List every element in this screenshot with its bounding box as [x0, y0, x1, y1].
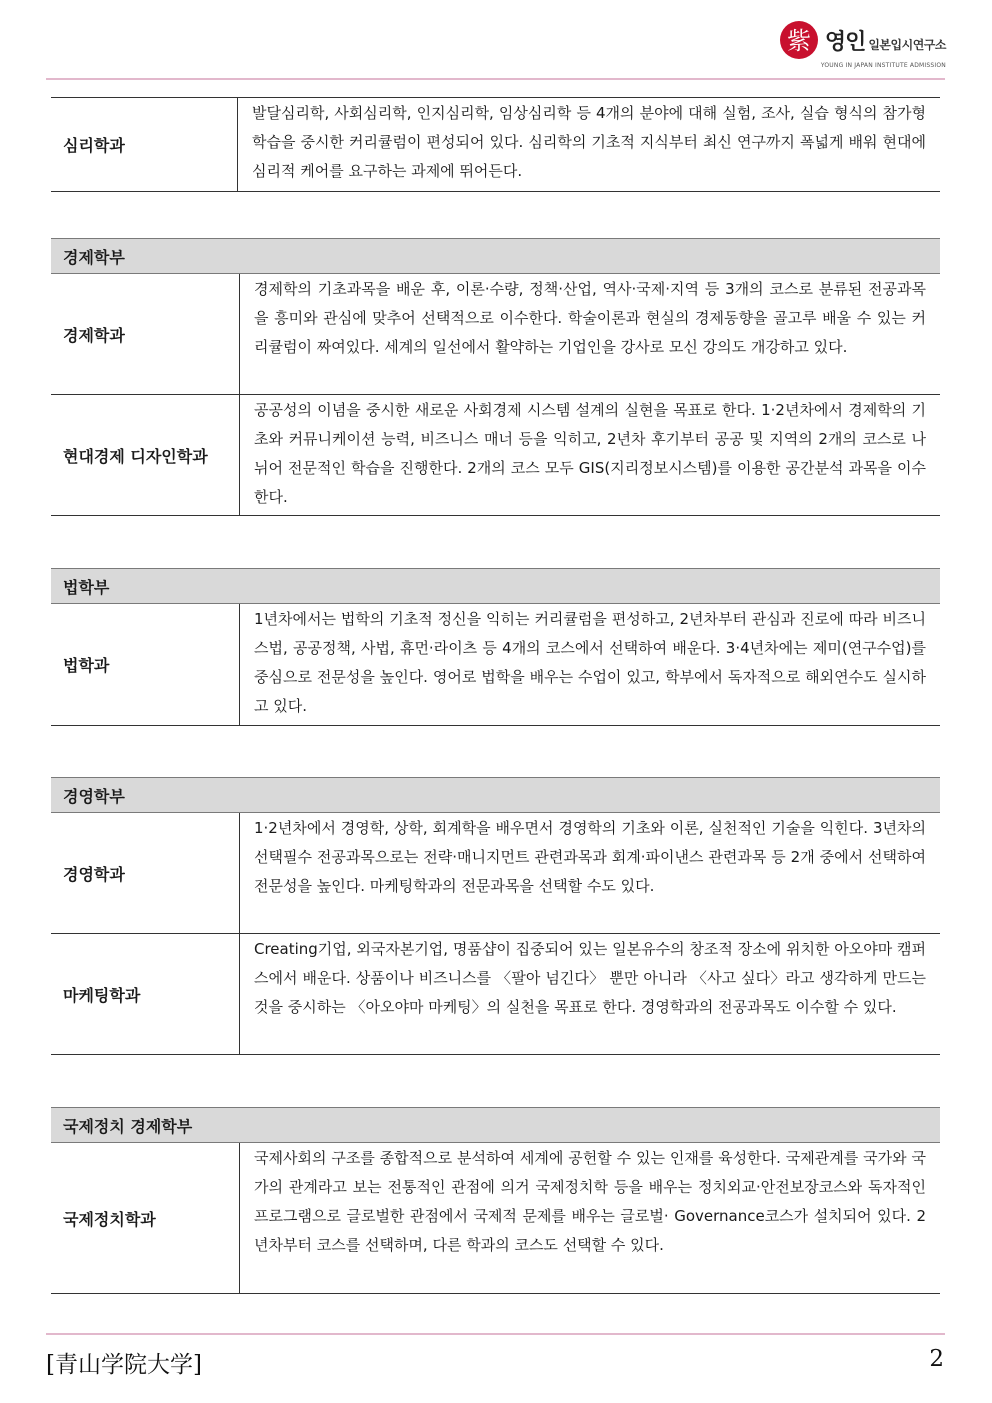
- faculty-header: 경영학부: [51, 777, 940, 813]
- table-row: [51, 395, 940, 516]
- department-name: 법학과: [51, 604, 240, 725]
- table-row: [51, 813, 940, 934]
- department-name: 경제학과: [51, 274, 240, 394]
- department-description: 경제학의 기초과목을 배운 후, 이론·수량, 정책·산업, 역사·국제·지역 등 3개의 코스로 분류된 전공과목을 흥미와 관심에 맞추어 선택적으로 이수한다. 학술이론과 현실의 경제동향을 골고루 배울 수 있는 커리큘럼이 짜여있다. 세계의 일선에서 활약하는 기업인을 강사로 모신 강의도 개강하고 있다.: [254, 280, 926, 356]
- section-psychology: [51, 97, 940, 192]
- table-row: [51, 97, 940, 192]
- faculty-header: 법학부: [51, 568, 940, 604]
- page-number: 2: [929, 1346, 944, 1372]
- department-name: 경영학과: [51, 813, 240, 933]
- table-row: [51, 934, 940, 1055]
- svg-text:紫: 紫: [786, 27, 811, 55]
- table-row: [51, 1143, 940, 1294]
- department-description: 발달심리학, 사회심리학, 인지심리학, 임상심리학 등 4개의 분야에 대해 실험, 조사, 실습 형식의 참가형 학습을 중시한 커리큘럼이 편성되어 있다. 심리학의 기초적 지식부터 최신 연구까지 폭넓게 배워 현대에 심리적 케어를 요구하는 과제에 뛰어든다.: [252, 104, 926, 180]
- logo-emblem-icon: [777, 19, 819, 61]
- department-description: 국제사회의 구조를 종합적으로 분석하여 세계에 공헌할 수 있는 인재를 육성한다. 국제관계를 국가와 국가의 관계라고 보는 전통적인 관점에 의거 국제정치학 등을 배우는 정치외교·안전보장코스와 독자적인 프로그램으로 글로벌한 관점에서 국제적 문제를 배우는 글로벌· Governance코스가 설치되어 있다. 2년차부터 코스를 선택하며, 다른 학과의 코스도 선택할 수 있다.: [254, 1149, 926, 1254]
- section-law: [51, 568, 940, 726]
- department-description: 공공성의 이념을 중시한 새로운 사회경제 시스템 설계의 실현을 목표로 한다. 1·2년차에서 경제학의 기초와 커뮤니케이션 능력, 비즈니스 매너 등을 익히고, 2년차 후기부터 공공 및 지역의 2개의 코스로 나뉘어 전문적인 학습을 진행한다. 2개의 코스 모두 GIS(지리정보시스템)를 이용한 공간분석 과목을 이수한다.: [254, 401, 926, 506]
- bottom-divider: [46, 1333, 945, 1335]
- department-name: 국제정치학과: [51, 1143, 240, 1293]
- logo-main-text: 영인: [824, 29, 866, 55]
- department-description: 1년차에서는 법학의 기초적 정신을 익히는 커리큘럼을 편성하고, 2년차부터 관심과 진로에 따라 비즈니스법, 공공정책, 사법, 휴먼·라이츠 등 4개의 코스에서 선택하여 배운다. 3·4년차에는 제미(연구수업)를 중심으로 전문성을 높인다. 영어로 법학을 배우는 수업이 있고, 학부에서 독자적으로 해외연수도 실시하고 있다.: [254, 610, 926, 715]
- department-name: 심리학과: [51, 98, 238, 191]
- department-name: 현대경제 디자인학과: [51, 395, 240, 515]
- section-international-politics-economics: [51, 1107, 940, 1294]
- table-row: [51, 604, 940, 726]
- section-economics: [51, 238, 940, 516]
- section-business: [51, 777, 940, 1055]
- department-description: Creating기업, 외국자본기업, 명품샵이 집중되어 있는 일본유수의 창조적 장소에 위치한 아오야마 캠퍼스에서 배운다. 상품이나 비즈니스를 〈팔아 넘긴다〉 뿐만 아니라 〈사고 싶다〉라고 생각하게 만드는 것을 중시하는 〈아오야마 마케팅〉의 실천을 목표로 한다. 경영학과의 전공과목도 이수할 수 있다.: [254, 940, 926, 1016]
- department-name: 마케팅학과: [51, 934, 240, 1054]
- faculty-header: 경제학부: [51, 238, 940, 274]
- footer-university-name: [青山学院大学]: [46, 1352, 202, 1378]
- logo-sub-text: 일본입시연구소: [868, 37, 946, 52]
- top-divider: [46, 78, 945, 80]
- faculty-header: 국제정치 경제학부: [51, 1107, 940, 1143]
- department-description: 1·2년차에서 경영학, 상학, 회계학을 배우면서 경영학의 기초와 이론, 실천적인 기술을 익힌다. 3년차의 선택필수 전공과목으로는 전략·매니지먼트 관련과목과 회계·파이낸스 관련과목 등 2개 중에서 선택하여 전문성을 높인다. 마케팅학과의 전문과목을 선택할 수도 있다.: [254, 819, 926, 895]
- table-row: [51, 274, 940, 395]
- logo-english-text: YOUNG IN JAPAN INSTITUTE ADMISSION: [820, 62, 946, 69]
